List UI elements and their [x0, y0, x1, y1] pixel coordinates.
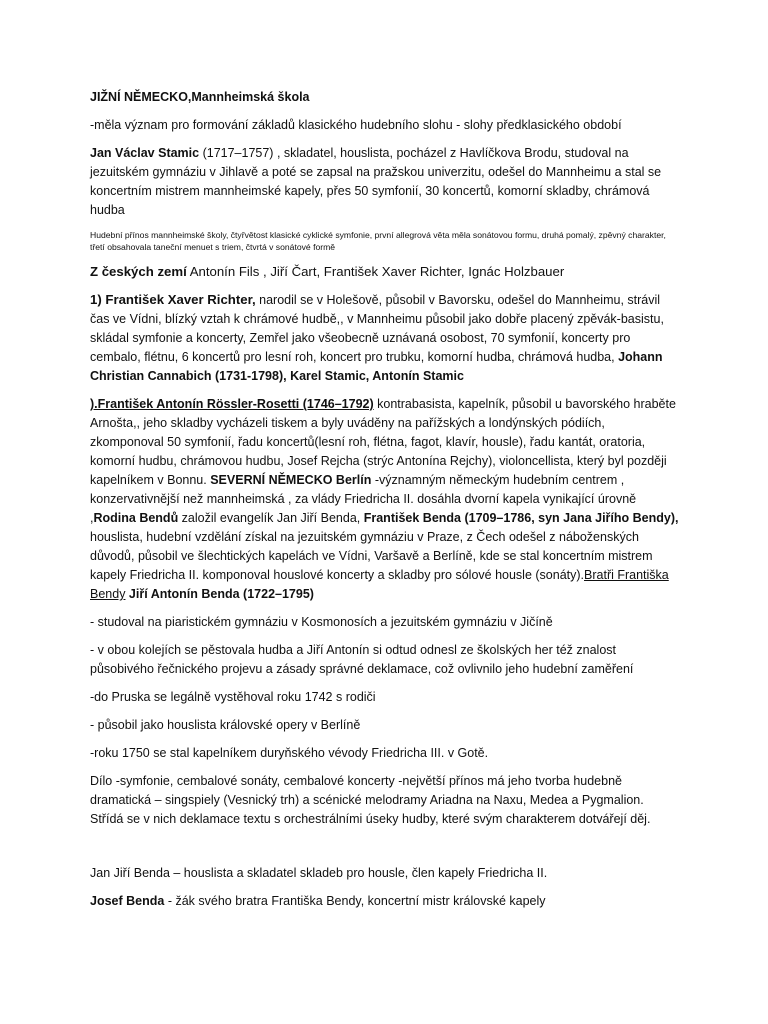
josef-benda-text: - žák svého bratra Františka Bendy, koncertní mistr královské kapely [164, 894, 546, 908]
benda-family: Rodina Bendů [93, 511, 179, 525]
paragraph-dilo: Dílo -symfonie, cembalové sonáty, cembalové koncerty -největší přínos má jeho tvorba hudebně dramatická – singspiely (Vesnický trh) a scénické melodramy Ariadna na Naxu, Medea a Pygmalion. Střídá se v nich deklamace textu s orchestrálními úseky hudby, které svým charakterem dotvářejí děj. [90, 774, 651, 826]
bullet-item: - působil jako houslista královské opery v Berlíně [90, 718, 361, 732]
rosetti-text3: založil evangelík Jan Jiří Benda, [178, 511, 364, 525]
stamic-text: (1717–1757) , skladatel, houslista, pocházel z Havlíčkova Brodu, studoval na jezuitském gymnáziu v Jihlavě a poté se zapsal na pražskou univerzitu, odešel do Mannheimu a stal se koncertním mistrem mannheimské kapely, přes 50 symfonií, 30 koncertů, komorní skladby, chrámová hudba [90, 146, 662, 217]
paragraph-josef-benda [90, 892, 680, 911]
richter-tail: Johann Christian Cannabich (1731-1798), Karel Stamic, Antonín Stamic [90, 350, 663, 383]
paragraph-mannheim-contribution: Hudební přínos mannheimské školy, čtyřvětost klasické cyklické symfonie, první allegrová věta měla sonátovou formu, druhá pomalý, zpěvný charakter, třetí obsahovala taneční menuet s triem, čtvrtá v sonátové formě [90, 230, 666, 252]
document-title: JIŽNÍ NĚMECKO,Mannheimská škola [90, 90, 310, 104]
paragraph-czech-lands [90, 262, 680, 281]
czech-names: Antonín Fils , Jiří Čart, František Xaver Richter, Ignác Holzbauer [186, 264, 565, 279]
paragraph-stamic [90, 144, 680, 220]
document-page [90, 88, 680, 920]
paragraph-richter [90, 290, 680, 386]
spacer [90, 838, 680, 864]
rosetti-text1: kontrabasista, kapelník, působil u bavorského hraběte Arnošta,, jeho skladby vycházeli tiskem a byly uváděny na pařížských a londýnských pódiích, zkomponoval 50 symfonií, řadu koncertů(lesní roh, flétna, fagot, klavír, housle), řadu kantát, oratoria, komorní hudbu, chrámovou hudbu, Josef Rejcha (strýc Antonína Rejchy), violoncellista, který byl později kapelníkem v Bonnu. [90, 397, 676, 487]
richter-name: 1) František Xaver Richter, [90, 292, 256, 307]
north-germany-heading: SEVERNÍ NĚMECKO Berlín [206, 473, 372, 487]
bullet-item: -roku 1750 se stal kapelníkem duryňského vévody Friedricha III. v Gotě. [90, 746, 489, 760]
rosetti-text2: -významným německým hudebním centrem , konzervativnější než mannheimská , za vlády Friedricha II. dosáhla dvorní kapela vynikající úrovně , [90, 473, 637, 525]
richter-text: narodil se v Holešově, působil v Bavorsku, odešel do Mannheimu, strávil čas ve Vídni, blízký vztah k chrámové hudbě,, v Mannheimu působil jako dobře placený zpěvák-basistu, skládal symfonie a koncerty, Zemřel jako všeobecně uznávaná osobost, 70 symfonií, koncerty pro cembalo, flétnu, 6 koncertů pro lesní roh, koncert pro trubku, komorní hudba, chrámová hudba, [90, 293, 664, 364]
rosetti-name: ).František Antonín Rössler-Rosetti (1746–1792) [90, 397, 374, 411]
rosetti-text4: houslista, hudební vzdělání získal na jezuitském gymnáziu v Praze, z Čech odešel z náboženských důvodů, působil ve šlechtických kapelách ve Vídni, Varšavě a Berlíně, kde se stal koncertním mistrem kapely Friedricha II. komponoval houslové koncerty a skladby pro sólové housle (sonáty). [90, 530, 653, 582]
paragraph-jan-jiri-benda: Jan Jiří Benda – houslista a skladatel skladeb pro housle, člen kapely Friedricha II. [90, 866, 548, 880]
czech-label: Z českých zemí [90, 264, 187, 279]
bullet-item: -do Pruska se legálně vystěhoval roku 1742 s rodiči [90, 690, 376, 704]
frantisek-benda-name: František Benda (1709–1786, syn Jana Jiřího Bendy), [363, 511, 679, 525]
bullet-item: - v obou kolejích se pěstovala hudba a Jiří Antonín si odtud odnesl ze školských her též znalost působivého řečnického projevu a zásady správné deklamace, což ovlivnilo jeho hudební zaměření [90, 643, 634, 676]
paragraph-mannheim-intro: -měla význam pro formování základů klasického hudebního slohu - slohy předklasického období [90, 118, 622, 132]
bullet-item: - studoval na piaristickém gymnáziu v Kosmonosích a jezuitském gymnáziu v Jičíně [90, 615, 553, 629]
brothers-link: Bratři Františka Bendy [90, 568, 669, 601]
josef-benda-name: Josef Benda [90, 894, 165, 908]
jiri-antonin-benda-name: Jiří Antonín Benda (1722–1795) [125, 587, 314, 601]
paragraph-rosetti [90, 395, 680, 604]
stamic-name: Jan Václav Stamic [90, 146, 200, 160]
